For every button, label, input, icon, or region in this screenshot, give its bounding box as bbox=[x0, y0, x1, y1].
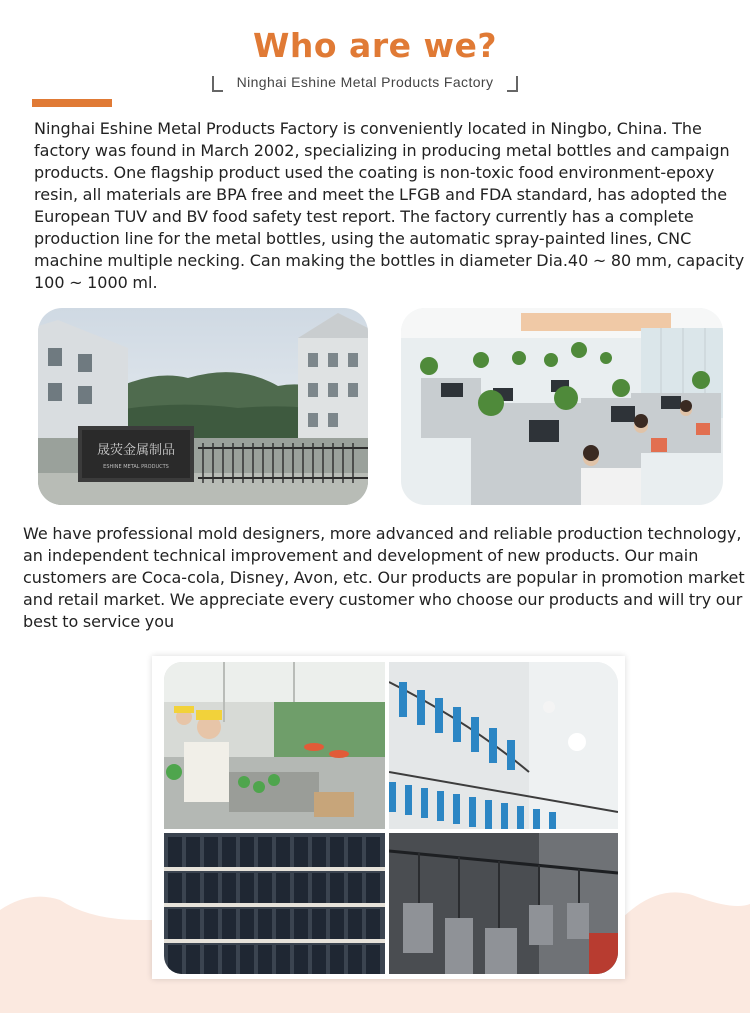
spray-line-photo bbox=[389, 662, 618, 829]
about-paragraph: We have professional mold designers, more advanced and reliable production technology, an independent technical improvement and development of new products. Our main customers are Coca-cola, Disney, Avon, etc. Our products are popular in promotion market and retail market. We appreciate every customer who choose our products and will try our best to service you bbox=[23, 524, 745, 631]
right-bracket-decoration bbox=[507, 76, 518, 92]
page-subtitle: Ninghai Eshine Metal Products Factory bbox=[236, 74, 494, 90]
page-title: Who are we? bbox=[253, 26, 497, 65]
workshop-assembly-photo bbox=[164, 662, 385, 829]
factory-exterior-photo bbox=[38, 308, 368, 505]
intro-paragraph: Ninghai Eshine Metal Products Factory is conveniently located in Ningbo, China. The factory was found in March 2002, specializing in producing metal bottles and campaign products. One flagship product used the coating is non-toxic food environment-epoxy resin, all materials are BPA free and meet the LFGB and FDA standard, has adopted the European TUV and BV food safety test report. The factory currently has a complete production line for the metal bottles, using the automatic spray-painted lines, CNC machine multiple necking. Can making the bottles in diameter Dia.40 ~ 80 mm, capacity 100 ~ 1000 ml. bbox=[34, 119, 745, 292]
hanging-parts-photo bbox=[389, 833, 618, 974]
office-photo bbox=[401, 308, 723, 505]
subtitle-block bbox=[212, 72, 518, 94]
accent-bar bbox=[32, 99, 112, 107]
factory-sign-text: 晟荧金属制品 bbox=[96, 443, 176, 458]
bottle-racks-photo bbox=[164, 833, 385, 974]
factory-sign-subtext: ESHINE METAL PRODUCTS bbox=[103, 464, 169, 470]
production-photo-grid bbox=[152, 656, 625, 979]
